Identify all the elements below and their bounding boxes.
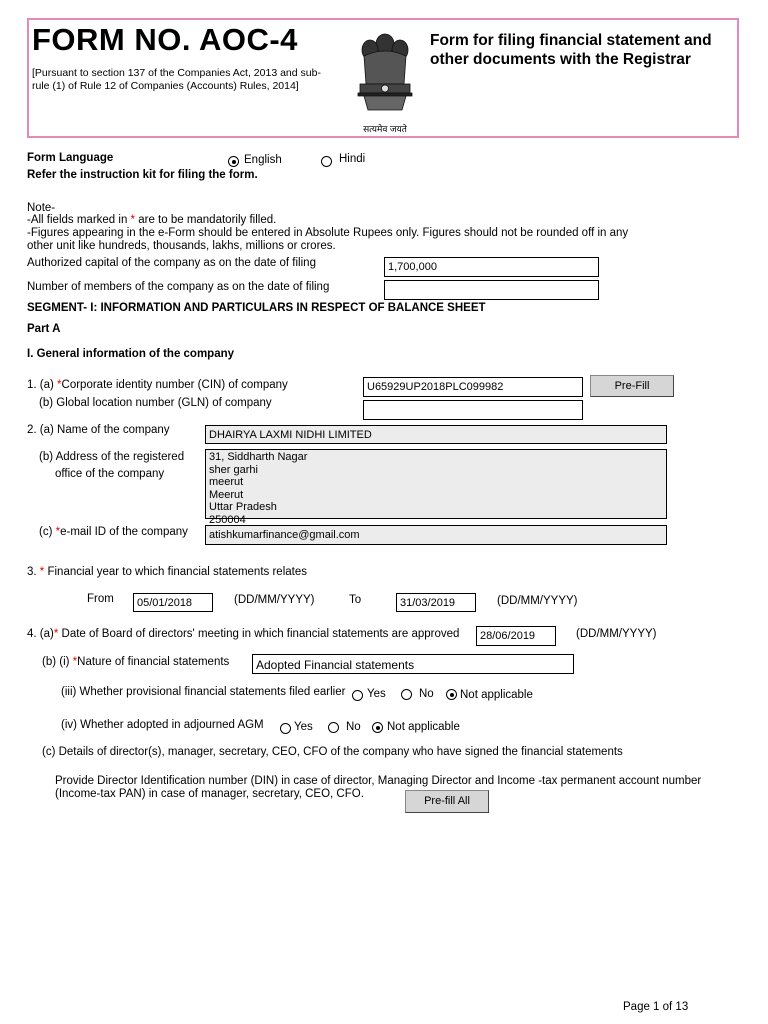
prefill-all-button[interactable]: Pre-fill All — [405, 790, 489, 813]
emblem-caption: सत्यमेव जयते — [363, 124, 407, 134]
agm-no-radio[interactable] — [328, 722, 339, 733]
provisional-yes-label: Yes — [367, 688, 386, 700]
provisional-na-label: Not applicable — [460, 689, 533, 701]
note-mandatory-line: -All fields marked in * are to be mandatorily filled. — [27, 214, 277, 226]
authorized-capital-field[interactable]: 1,700,000 — [384, 257, 599, 277]
company-name-label: 2. (a) Name of the company — [27, 424, 170, 436]
emblem-logo — [350, 26, 420, 129]
agm-yes-label: Yes — [294, 721, 313, 733]
form-language-label: Form Language — [27, 152, 114, 164]
instruction-kit-text: Refer the instruction kit for filing the form. — [27, 169, 258, 181]
national-emblem-icon — [350, 26, 420, 126]
language-english-radio[interactable] — [228, 156, 239, 167]
adjourned-agm-label: (iv) Whether adopted in adjourned AGM — [61, 719, 264, 731]
from-label: From — [87, 593, 114, 605]
page-number: Page 1 of 13 — [623, 1001, 689, 1013]
provisional-statements-label: (iii) Whether provisional financial statements filed earlier — [61, 686, 346, 698]
prefill-button[interactable]: Pre-Fill — [590, 375, 674, 397]
board-meeting-date-field[interactable]: 28/06/2019 — [476, 626, 556, 646]
provisional-no-label: No — [419, 688, 434, 700]
cin-field[interactable]: U65929UP2018PLC099982 — [363, 377, 583, 397]
email-field[interactable]: atishkumarfinance@gmail.com — [205, 525, 667, 545]
note-figures-text: -Figures appearing in the e-Form should be entered in Absolute Rupees only. Figures should not be rounded off in any other unit like hundreds, thousands, lakhs, millions or crores. — [27, 227, 629, 252]
agm-na-label: Not applicable — [387, 721, 460, 733]
provisional-yes-radio[interactable] — [352, 690, 363, 701]
provisional-na-radio[interactable] — [446, 689, 457, 700]
agm-na-radio[interactable] — [372, 722, 383, 733]
general-info-title: I. General information of the company — [27, 348, 235, 360]
from-date-format: (DD/MM/YYYY) — [234, 594, 315, 606]
board-meeting-label: 4. (a)* Date of Board of directors' meeting in which financial statements are approved — [27, 628, 460, 640]
agm-no-label: No — [346, 721, 361, 733]
company-name-field[interactable]: DHAIRYA LAXMI NIDHI LIMITED — [205, 425, 667, 444]
nature-statements-select[interactable]: Adopted Financial statements — [252, 654, 574, 674]
part-a-title: Part A — [27, 323, 61, 335]
segment-title: SEGMENT- I: INFORMATION AND PARTICULARS IN RESPECT OF BALANCE SHEET — [27, 302, 486, 314]
cin-label: 1. (a) *Corporate identity number (CIN) of company — [27, 379, 288, 391]
signatories-details-label: (c) Details of director(s), manager, secretary, CEO, CFO of the company who have signed the financial statements — [42, 746, 623, 758]
provisional-no-radio[interactable] — [401, 689, 412, 700]
form-description: Form for filing financial statement and other documents with the Registrar — [430, 32, 712, 68]
members-count-field[interactable] — [384, 280, 599, 300]
address-label-line1: (b) Address of the registered — [39, 451, 185, 463]
to-date-format: (DD/MM/YYYY) — [497, 595, 578, 607]
to-date-field[interactable]: 31/03/2019 — [396, 593, 476, 612]
din-note-line2: (Income-tax PAN) in case of manager, secretary, CEO, CFO. — [55, 788, 364, 800]
board-meeting-date-format: (DD/MM/YYYY) — [576, 628, 657, 640]
language-english-label: English — [244, 154, 282, 166]
authorized-capital-label: Authorized capital of the company as on the date of filing — [27, 257, 316, 269]
address-field[interactable]: 31, Siddharth Nagar sher garhi meerut Meerut Uttar Pradesh 250004 — [205, 449, 667, 519]
financial-year-label: 3. * Financial year to which financial statements relates — [27, 566, 307, 578]
language-hindi-label: Hindi — [339, 153, 366, 165]
nature-statements-label: (b) (i) *Nature of financial statements — [42, 656, 230, 668]
note-heading: Note- — [27, 202, 56, 214]
to-label: To — [349, 594, 362, 606]
language-hindi-radio[interactable] — [321, 156, 332, 167]
from-date-field[interactable]: 05/01/2018 — [133, 593, 213, 612]
gln-label: (b) Global location number (GLN) of company — [39, 397, 272, 409]
form-title: FORM NO. AOC-4 — [32, 22, 298, 57]
form-subtitle: [Pursuant to section 137 of the Companies Act, 2013 and sub-rule (1) of Rule 12 of Companies (Accounts) Rules, 2014] — [32, 67, 321, 92]
email-label: (c) *e-mail ID of the company — [39, 526, 188, 538]
agm-yes-radio[interactable] — [280, 723, 291, 734]
address-label-line2: office of the company — [55, 468, 165, 480]
gln-field[interactable] — [363, 400, 583, 420]
members-count-label: Number of members of the company as on the date of filing — [27, 281, 330, 293]
din-note-line1: Provide Director Identification number (DIN) in case of director, Managing Director and Income -tax permanent account number — [55, 775, 702, 787]
